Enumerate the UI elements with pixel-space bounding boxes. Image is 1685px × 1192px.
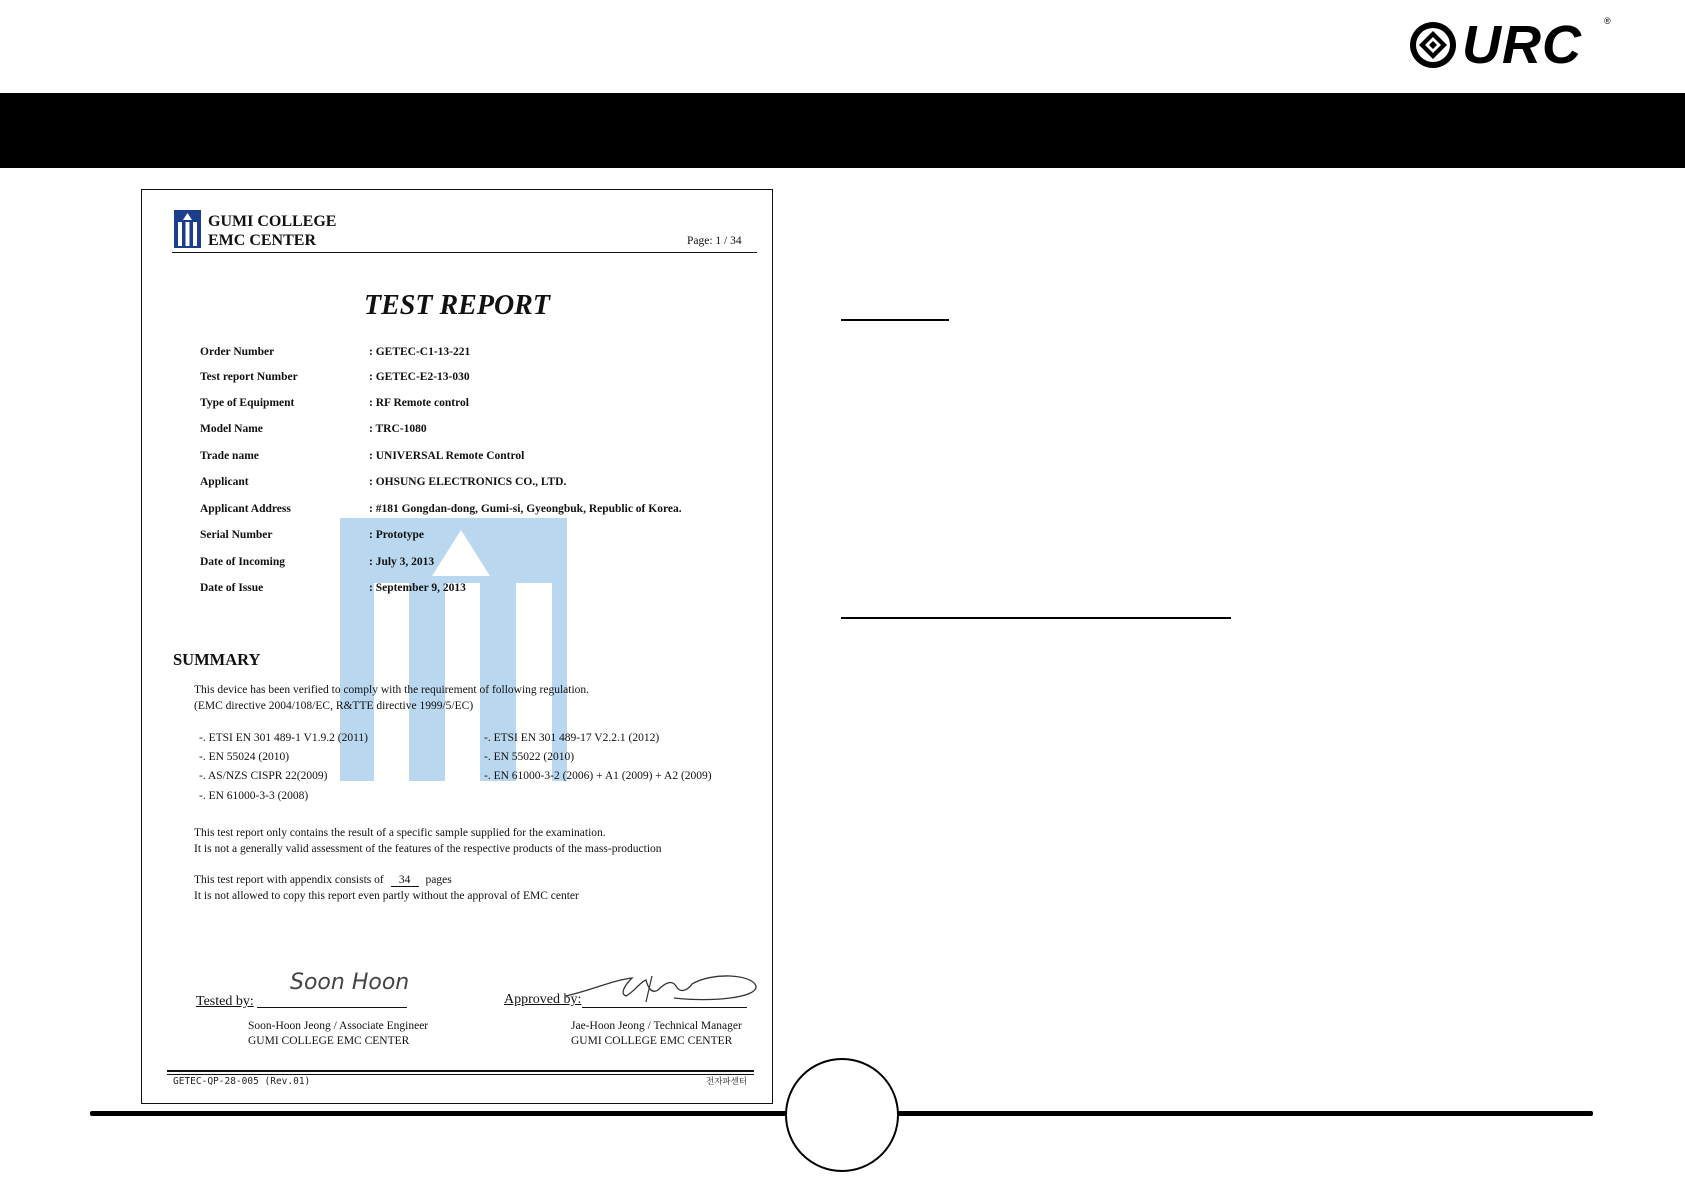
report-title: TEST REPORT (364, 290, 550, 321)
field-value: : July 3, 2013 (369, 556, 435, 568)
field-label: Applicant (200, 476, 249, 488)
field-value: : #181 Gongdan-dong, Gumi-si, Gyeongbuk, Republic of Korea. (369, 503, 682, 515)
summary-heading: SUMMARY (173, 650, 261, 669)
field-label: Trade name (200, 450, 259, 462)
field-value: : September 9, 2013 (369, 582, 466, 594)
field-value: : Prototype (369, 529, 425, 541)
registered-mark: ® (1604, 16, 1611, 26)
footer-divider (167, 1070, 754, 1072)
summary-text: (EMC directive 2004/108/EC, R&TTE directive 1999/5/EC) (194, 700, 474, 712)
section-rule (841, 617, 1231, 619)
urc-logo (1408, 14, 1614, 76)
appendix-page-count: 34 (391, 874, 419, 887)
approved-by-label: Approved by: (504, 992, 582, 1007)
field-label: Model Name (200, 423, 263, 435)
page-number-circle (785, 1058, 899, 1172)
field-label: Serial Number (200, 529, 273, 541)
header-divider (172, 252, 757, 253)
field-value: : RF Remote control (369, 397, 469, 409)
standard-item: -. ETSI EN 301 489-17 V2.2.1 (2012) (484, 732, 660, 744)
field-value: : UNIVERSAL Remote Control (369, 450, 525, 462)
approver-name: Jae-Hoon Jeong / Technical Manager GUMI COLLEGE EMC CENTER (571, 1020, 742, 1047)
field-label: Type of Equipment (200, 397, 295, 409)
tester-signature: Soon Hoon (290, 970, 410, 995)
standard-item: -. EN 55022 (2010) (484, 751, 575, 763)
field-label: Date of Incoming (200, 556, 285, 568)
urc-logo-text: URC (1462, 15, 1582, 75)
field-label: Applicant Address (200, 503, 291, 515)
org-name: GUMI COLLEGE EMC CENTER (208, 213, 337, 249)
field-label: Order Number (200, 346, 275, 358)
standard-item: -. ETSI EN 301 489-1 V1.9.2 (2011) (199, 732, 368, 744)
urc-emblem-icon (1408, 20, 1458, 70)
gumi-college-logo-icon (174, 210, 201, 248)
field-value: : GETEC-C1-13-221 (369, 346, 471, 358)
field-value: : OHSUNG ELECTRONICS CO., LTD. (369, 476, 567, 488)
page-number: Page: 1 / 34 (687, 235, 742, 247)
header-bar (0, 93, 1685, 168)
summary-text: This device has been verified to comply with the requirement of following regulation. (194, 684, 590, 696)
note-text: This test report only contains the result of a specific sample supplied for the examination. (194, 827, 606, 839)
approver-signature (562, 968, 762, 1008)
footer-org-korean: 전자파센터 (706, 1077, 748, 1087)
copy-notice: It is not allowed to copy this report even partly without the approval of EMC center (194, 890, 579, 902)
standard-item: -. EN 61000-3-2 (2006) + A1 (2009) + A2 (2009) (484, 770, 712, 782)
field-value: : GETEC-E2-13-030 (369, 371, 470, 383)
form-number: GETEC-QP-28-005 (Rev.01) (173, 1076, 311, 1087)
field-label: Date of Issue (200, 582, 264, 594)
appendix-text: This test report with appendix consists of 34 pages (194, 874, 452, 886)
standard-item: -. EN 61000-3-3 (2008) (199, 790, 309, 802)
tester-name: Soon-Hoon Jeong / Associate Engineer GUMI COLLEGE EMC CENTER (248, 1020, 429, 1047)
tested-by-label: Tested by: (196, 994, 254, 1009)
section-rule (841, 319, 949, 321)
note-text: It is not a generally valid assessment of the features of the respective products of the mass-production (194, 843, 662, 855)
field-label: Test report Number (200, 371, 298, 383)
standard-item: -. EN 55024 (2010) (199, 751, 290, 763)
standard-item: -. AS/NZS CISPR 22(2009) (199, 770, 328, 782)
test-report-document (141, 189, 773, 1104)
field-value: : TRC-1080 (369, 423, 427, 435)
